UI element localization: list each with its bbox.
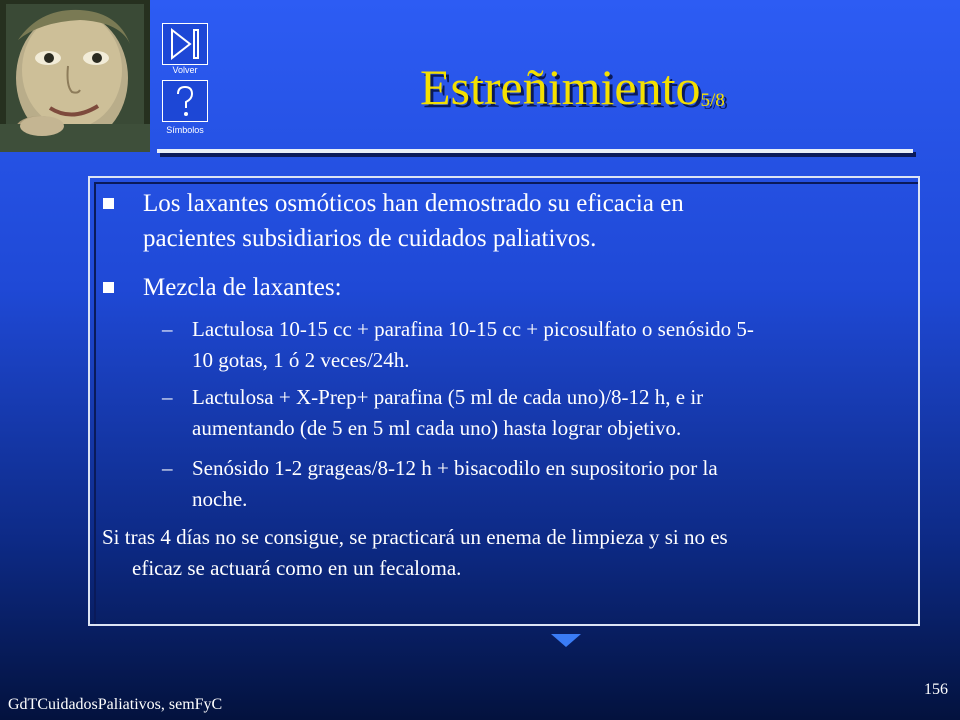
- bullet-square-icon: [103, 282, 114, 293]
- next-arrow-icon[interactable]: [551, 634, 581, 647]
- bullet-text: [143, 186, 684, 256]
- bullet-line: Los laxantes osmóticos han demostrado su eficacia en: [143, 190, 684, 217]
- symbols-label: Símbolos: [166, 125, 204, 135]
- help-question-icon: [170, 84, 200, 118]
- back-label: Volver: [172, 65, 198, 75]
- title-subscript: 5/8: [700, 90, 725, 111]
- sub-item-dash: –: [162, 456, 173, 480]
- sub-item-dash: –: [162, 317, 173, 341]
- bullet-square-icon: [103, 198, 114, 209]
- closing-paragraph: [102, 522, 728, 584]
- bullet-line: Mezcla de laxantes:: [143, 274, 342, 301]
- sub-item-line: aumentando (de 5 en 5 ml cada uno) hasta lograr objetivo.: [192, 416, 682, 440]
- title-text: Estreñimiento: [420, 59, 701, 115]
- sub-item-text: [192, 314, 754, 376]
- symbols-button[interactable]: [162, 80, 208, 122]
- page-number: 156: [924, 681, 948, 698]
- bullet-text: [143, 270, 342, 305]
- closing-line: Si tras 4 días no se consigue, se practicará un enema de limpieza y si no es: [102, 525, 728, 549]
- sub-item-text: [192, 453, 718, 515]
- sub-item-text: [192, 382, 703, 444]
- footer-source: GdTCuidadosPaliativos, semFyC: [8, 696, 223, 713]
- closing-line: eficaz se actuará como en un fecaloma.: [132, 556, 462, 580]
- slide-title: [420, 59, 725, 115]
- sub-item-line: Lactulosa + X-Prep+ parafina (5 ml de cada uno)/8-12 h, e ir: [192, 385, 704, 409]
- back-arrow-icon: [168, 28, 202, 60]
- title-rule: [157, 149, 913, 153]
- sub-item-line: Lactulosa 10-15 cc + parafina 10-15 cc + picosulfato o senósido 5-: [192, 317, 754, 341]
- sub-item-line: 10 gotas, 1 ó 2 veces/24h.: [192, 348, 410, 372]
- sub-item-line: noche.: [192, 487, 248, 511]
- sub-item-line: Senósido 1-2 grageas/8-12 h + bisacodilo en supositorio por la: [192, 456, 718, 480]
- portrait-image: [0, 0, 150, 152]
- bullet-line: pacientes subsidiarios de cuidados paliativos.: [143, 225, 597, 252]
- sub-item-dash: –: [162, 385, 173, 409]
- back-button[interactable]: [162, 23, 208, 65]
